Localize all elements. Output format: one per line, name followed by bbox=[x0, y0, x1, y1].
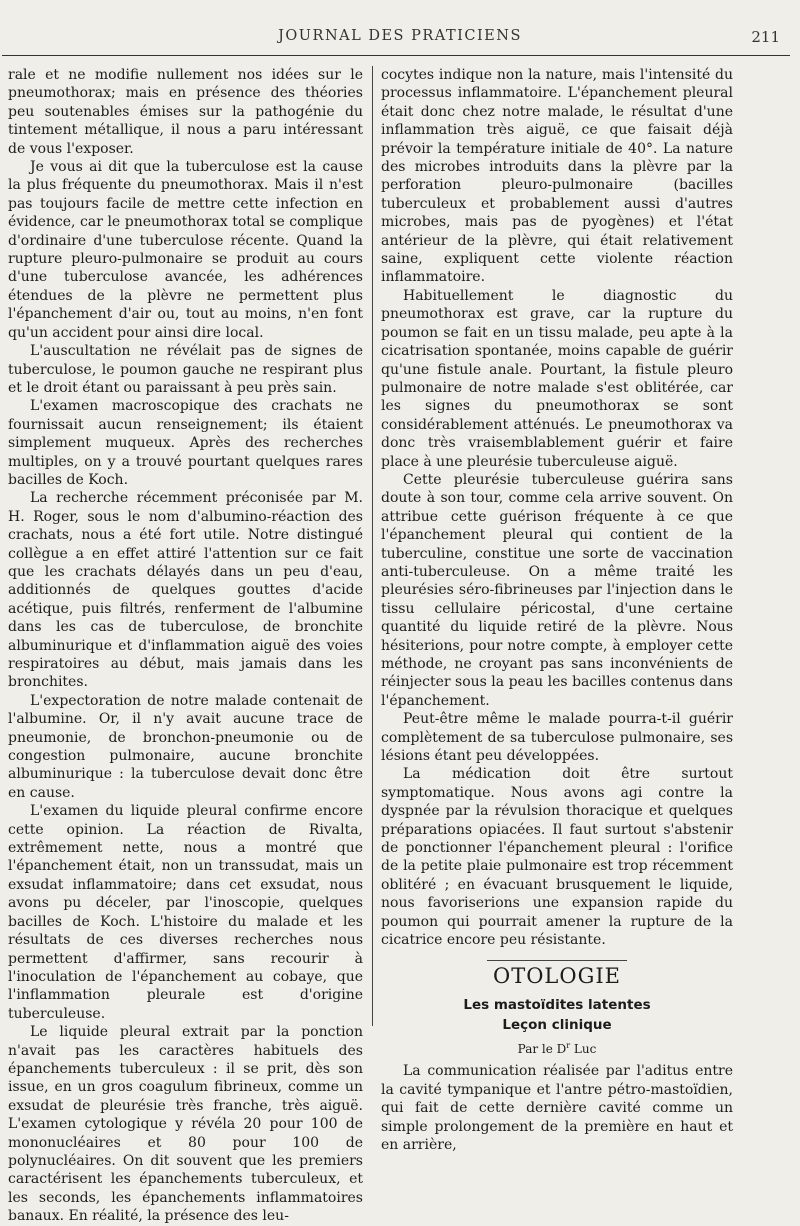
paragraph: Peut-être même le malade pourra-t-il guérir complètement de sa tuberculose pulmonaire, ses lésions étant peu développées. bbox=[381, 711, 733, 765]
article-subtitle: Leçon clinique bbox=[502, 1016, 612, 1033]
paragraph: La recherche récemment préconisée par M. H. Roger, sous le nom d'albumino-réaction des crachats, nous a été fort utile. Notre distingué collègue a en effet attiré l'attention sur ce fait que les crachats délayés dans un peu d'eau, additionnés de quelques gouttes d'acide acétique, puis filtrés, renferment de l'albumine dans les cas de tuberculose, de bronchite albuminurique et d'inflammation aiguë des voies respiratoires au début, mais jamais dans les bronchites. bbox=[8, 490, 363, 691]
section-title: OTOLOGIE bbox=[492, 963, 621, 988]
right-column bbox=[381, 66, 733, 1154]
paragraph: L'auscultation ne révélait pas de signes de tuberculose, le poumon gauche ne respirant plus et le droit étant ou paraissant à peu près sain. bbox=[8, 343, 363, 396]
article-title: Les mastoïdites latentes bbox=[463, 996, 651, 1013]
byline bbox=[381, 1037, 733, 1058]
byline-prefix: Par le D bbox=[517, 1041, 567, 1056]
paragraph: Je vous ai dit que la tuberculose est la cause la plus fréquente du pneumothorax. Mais il n'est pas toujours facile de mettre cette infection en évidence, car le pneumothorax total se complique d'ordinaire d'une tuberculose récente. Quand la rupture pleuro-pulmonaire se produit au cours d'une tuberculose avancée, les adhérences étendues de la plèvre ne permettent plus l'épanchement d'air ou, tout au moins, n'en font qu'un accident pour ainsi dire local. bbox=[8, 159, 363, 341]
byline-name: Luc bbox=[570, 1041, 597, 1056]
paragraph: L'examen macroscopique des crachats ne fournissait aucun renseignement; ils étaient simplement muqueux. Après des recherches multiples, on y a trouvé pourtant quelques rares bacilles de Koch. bbox=[8, 398, 363, 488]
journal-title: JOURNAL DES PRATICIENS bbox=[278, 28, 522, 44]
paragraph: Le liquide pleural extrait par la ponction n'avait pas les caractères habituels des épanchements tuberculeux : il se prit, dès son issue, en un gros coagulum fibrineux, comme un exsudat de pleurésie très franche, très aiguë. L'examen cytologique y révéla 20 pour 100 de mononucléaires et 80 pour 100 de polynucléaires. On dit souvent que les premiers caractérisent les épanchements tuberculeux, et les seconds, les épanchements inflammatoires banaux. En réalité, la présence des leu- bbox=[8, 1024, 363, 1225]
byline-sup: r bbox=[566, 1040, 571, 1050]
paragraph: L'expectoration de notre malade contenait de l'albumine. Or, il n'y avait aucune trace de pneumonie, de bronchon-pneumonie ou de congestion pulmonaire, aucune bronchite albuminurique : la tuberculose devait donc être en cause. bbox=[8, 692, 363, 801]
paragraph: Cette pleurésie tuberculeuse guérira sans doute à son tour, comme cela arrive souvent. On attribue cette guérison fréquente à ce que l'épanchement pleural qui contient de la tuberculine, constitue une sorte de vaccination anti-tuberculeuse. On a même traité les pleurésies séro-fibrineuses par l'injection dans le tissu cellulaire péricostal, d'une certaine quantité du liquide retiré de la plèvre. Nous hésiterions, pour notre compte, à employer cette méthode, ne croyant pas sans inconvénients de réinjecter sous la peau les bacilles contenus dans l'épanchement. bbox=[381, 471, 733, 709]
paragraph: Habituellement le diagnostic du pneumothorax est grave, car la rupture du poumon se fait en un tissu malade, peu apte à la cicatrisation spontanée, moins capable de guérir qu'une fistule anale. Pourtant, la fistule pleuro pulmonaire de notre malade s'est oblitérée, car les signes du pneumothorax se sont considérablement atténués. Le pneumothorax va donc très vraisemblablement guérir et faire place à une pleurésie tuberculeuse aiguë. bbox=[381, 287, 733, 470]
page-number: 211 bbox=[751, 28, 780, 46]
header-rule bbox=[2, 55, 790, 56]
page-header bbox=[0, 28, 800, 52]
paragraph: cocytes indique non la nature, mais l'intensité du processus inflammatoire. L'épanchement pleural était donc chez notre malade, le résultat d'une inflammation très aiguë, ce que faisait déjà prévoir la température initiale de 40°. La nature des microbes introduits dans la plèvre par la perforation pleuro-pulmonaire (bacilles tuberculeux et probablement aussi d'autres microbes, mais pas de pyogènes) et l'état antérieur de la plèvre, qui était relativement saine, expliquent cette violente réaction inflammatoire. bbox=[381, 67, 733, 286]
left-column bbox=[8, 66, 363, 1226]
paragraph: rale et ne modifie nullement nos idées sur le pneumothorax; mais en présence des théories peu soutenables émises sur la pathogénie du tintement métallique, il nous a paru intéressant de vous l'exposer. bbox=[8, 67, 363, 157]
paragraph: La communication réalisée par l'aditus entre la cavité tympanique et l'antre pétro-mastoïdien, qui fait de cette dernière cavité comme un simple prolongement de la première en haut et en arrière, bbox=[381, 1063, 733, 1153]
paragraph: L'examen du liquide pleural confirme encore cette opinion. La réaction de Rivalta, extrêmement nette, nous a montré que l'épanchement était, non un transsudat, mais un exsudat inflammatoire; dans cet exsudat, nous avons pu déceler, par l'inoscopie, quelques bacilles de Koch. L'histoire du malade et les résultats de ces diverses recherches nous permettent d'affirmer, sans recourir à l'inoculation de l'épanchement au cobaye, que l'inflammation pleurale est d'origine tuberculeuse. bbox=[8, 803, 363, 1022]
column-divider bbox=[372, 66, 373, 1026]
paragraph: La médication doit être surtout symptomatique. Nous avons agi contre la dyspnée par la révulsion thoracique et quelques préparations opiacées. Il faut surtout s'abstenir de ponctionner l'épanchement pleural : l'orifice de la petite plaie pulmonaire est trop récemment oblitéré ; en évacuant brusquement le liquide, nous favoriserions une expansion rapide du poumon qui pourrait amener la rupture de la cicatrice encore peu résistante. bbox=[381, 766, 733, 949]
section-rule bbox=[487, 960, 627, 961]
